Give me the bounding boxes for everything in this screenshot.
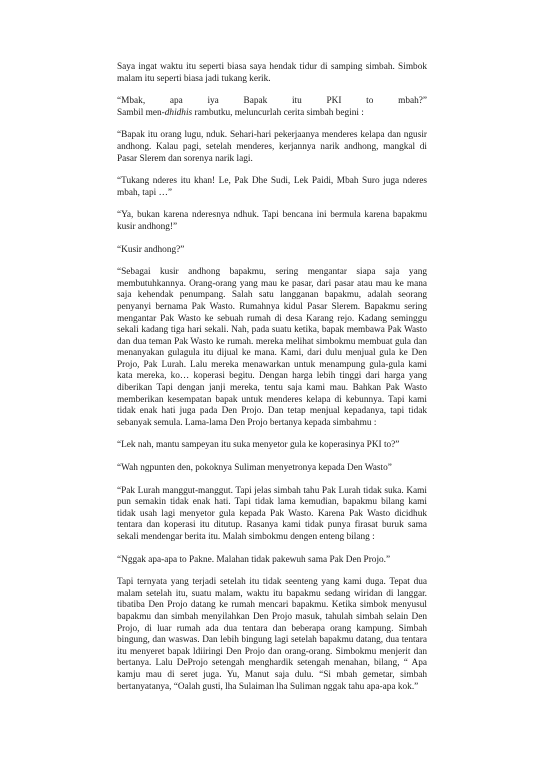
- paragraph-6: “Kusir andhong?”: [117, 244, 185, 255]
- paragraph-3: “Bapak itu orang lugu, nduk. Sehari-hari pekerjaanya menderes kelapa dan ngusir andhong. Kalau pagi, setelah menderes, kerjannya narik andhong, mangkal di Pasar Slerem dan sorenya narik lagi.: [117, 130, 427, 164]
- narration-prefix: Sambil men-: [117, 107, 165, 118]
- dialogue-line: “Mbak, apa iya Bapak itu PKI to mbah?”: [117, 96, 427, 107]
- paragraph-4: “Tukang nderes itu khan! Le, Pak Dhe Sudi, Lek Paidi, Mbah Suro juga nderes mbah, tapi …”: [117, 176, 427, 198]
- narration-line: [117, 108, 427, 120]
- paragraph-8: “Lek nah, mantu sampeyan itu suka menyetor gula ke koperasinya PKI to?”: [117, 440, 400, 451]
- narration-suffix: rambutku, meluncurlah cerita simbah begini :: [192, 107, 364, 118]
- paragraph-11: “Nggak apa-apa to Pakne. Malahan tidak pakewuh sama Pak Den Projo.”: [117, 554, 391, 565]
- paragraph-1: Saya ingat waktu itu seperti biasa saya hendak tidur di samping simbah. Simbok malam itu seperti biasa jadi tukang kerik.: [117, 62, 427, 84]
- paragraph-9: “Wah ngpunten den, pokoknya Suliman menyetronya kepada Den Wasto”: [117, 463, 392, 474]
- paragraph-10: “Pak Lurah manggut-manggut. Tapi jelas simbah tahu Pak Lurah tidak suka. Kami pun semakin tidak enak hati. Tapi tidak lama kemudian, bapakmu bilang kami tidak usah lagi menyetor gula kepada Pak Wasto. Karena Pak Wasto dicidhuk tentara dan koperasi itu ditutup. Rasanya kami tidak punya firasat buruk sama sekali mendengar berita itu. Malah simbokmu dengen enteng bilang :: [117, 485, 427, 542]
- document-page: [117, 62, 427, 693]
- paragraph-5: “Ya, bukan karena nderesnya ndhuk. Tapi bencana ini bermula karena bapakmu kusir andhong!”: [117, 210, 427, 232]
- paragraph-12: Tapi ternyata yang terjadi setelah itu tidak seenteng yang kami duga. Tepat dua malam setelah itu, suatu malam, waktu itu bapakmu sedang wiridan di langgar. tibatiba Den Projo datang ke rumah mencari bapakmu. Ketika simbok menyusul bapakmu dan simbah menyilahkan Den Projo masuk, tahulah simbah selain Den Projo, di luar rumah ada dua tentara dan beberapa orang kampung. Simbah bingung, dan waswas. Dan lebih bingung lagi setelah bapakmu datang, dua tentara itu menyeret bapak ldiiringi Den Projo dan orang-orang. Simbokmu menjerit dan bertanya. Lalu DeProjo setengah menghardik setengah menahan, bilang, “ Apa kamju mau di seret juga. Yu, Manut saja dulu. “Si mbah gemetar, simbah bertanyatanya, “Oalah gusti, lha Sulaiman lha Suliman nggak tahu apa-apa kok.”: [117, 577, 427, 692]
- paragraph-7: “Sebagai kusir andhong bapakmu, sering mengantar siapa saja yang membutuhkannya. Orang-orang yang mau ke pasar, dari pasar atau mau ke mana saja kehendak penumpang. Salah satu langganan bapakmu, adalah seorang penyanyi bernama Pak Wasto. Rumahnya kidul Pasar Slerem. Bapakmu sering mengantar Pak Wasto ke sebuah rumah di desa Karang rejo. Kadang seminggu sekali kadang tiga hari sekali. Nah, pada suatu ketika, bapak membawa Pak Wasto dan dua teman Pak Wasto ke rumah. mereka melihat simbokmu membuat gula dan menanyakan gulagula itu dijual ke mana. Kami, dari dulu menjual gula ke Den Projo, Pak Lurah. Lalu mereka menawarkan untuk menampung gula-gula kami kata mereka, ko… koperasi begitu. Dengan harga lebih tinggi dari harga yang diberikan Tapi dengan janji mereka, tentu saja kami mau. Bahkan Pak Wasto memberikan kesempatan bapak untuk menderes kelapa di kebunnya. Tapi kami tidak enak hati juga pada Den Projo. Dan tetap menjual kepadanya, tapi tidak sebanyak semula. Lama-lama Den Projo bertanya kepada simbahmu :: [117, 267, 427, 428]
- paragraph-2: [117, 96, 427, 119]
- italic-word: dhidhis: [164, 107, 193, 118]
